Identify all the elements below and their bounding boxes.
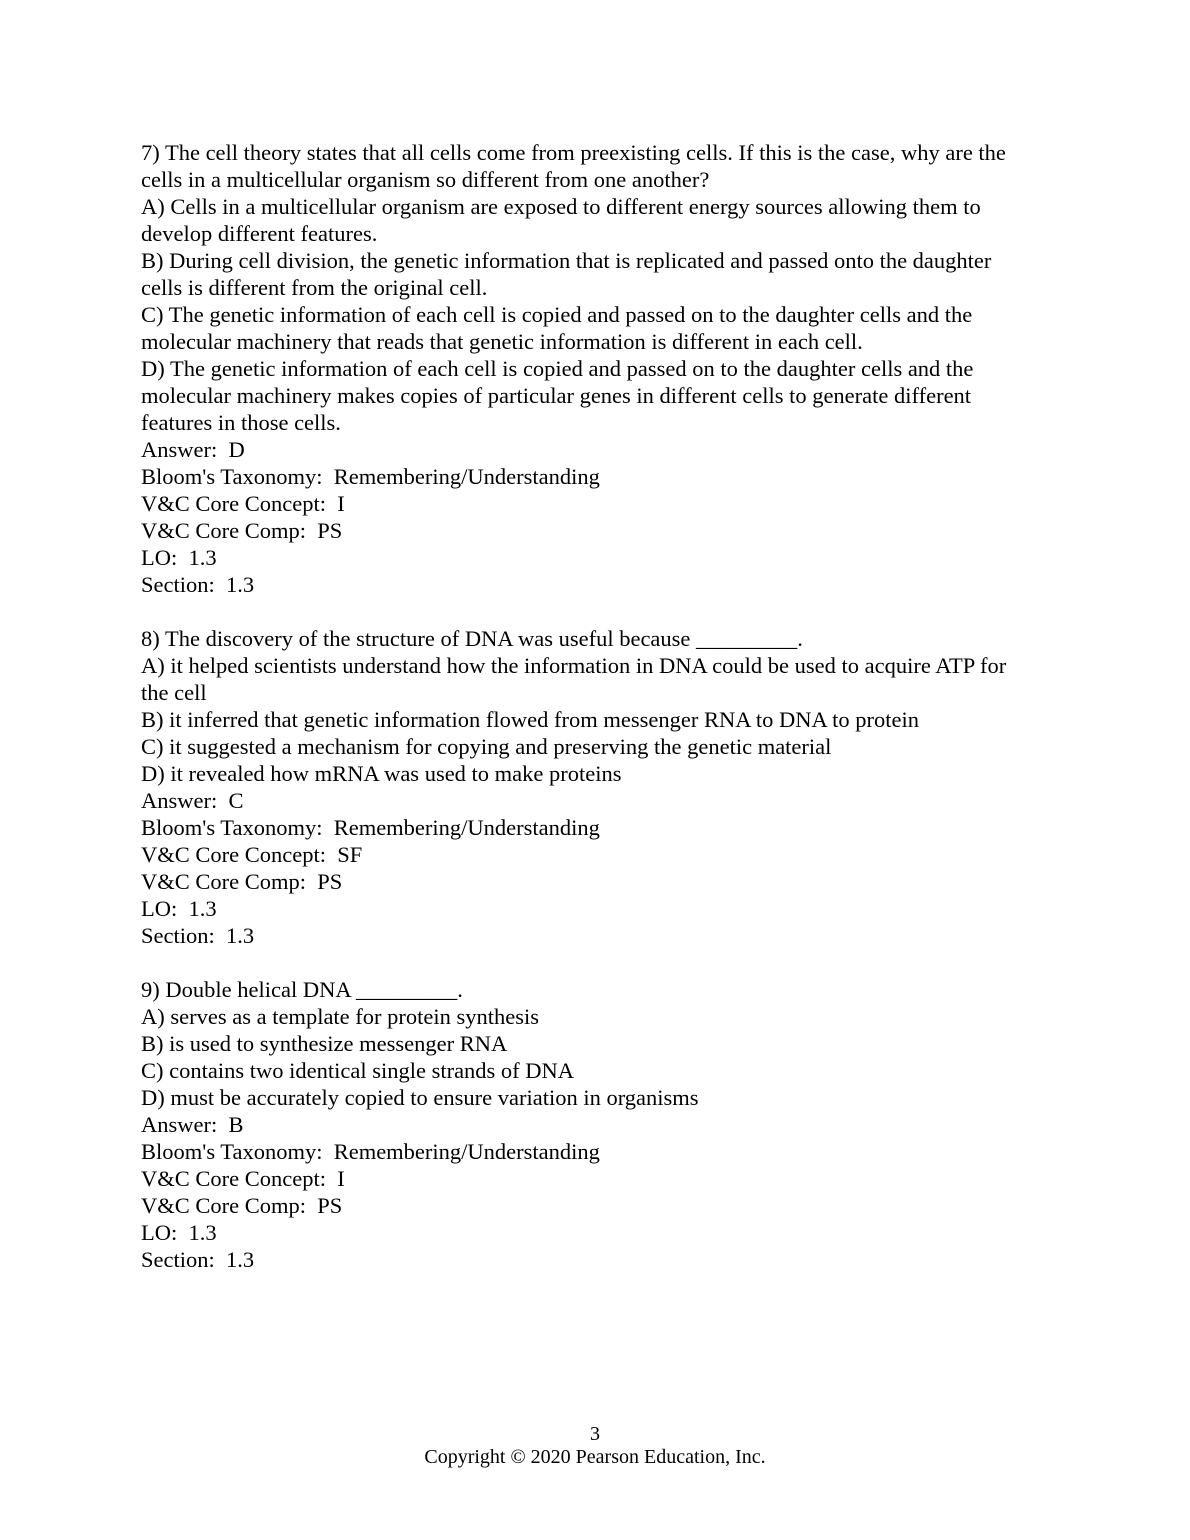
- q9-choice-a-line-1: A) serves as a template for protein synthesis: [141, 1004, 540, 1029]
- question-9-block: [141, 976, 1051, 1273]
- q7-choice-b-line-1: B) During cell division, the genetic information that is replicated and passed onto the daughter: [141, 248, 992, 273]
- q7-stem-line-2: cells in a multicellular organism so different from one another?: [141, 167, 710, 192]
- q8-core-comp: V&C Core Comp: PS: [141, 869, 343, 894]
- q8-answer: Answer: C: [141, 788, 244, 813]
- q7-choice-d-line-1: D) The genetic information of each cell is copied and passed on to the daughter cells and the: [141, 356, 974, 381]
- q8-stem-line-1: 8) The discovery of the structure of DNA was useful because _________.: [141, 626, 803, 651]
- q8-blooms-taxonomy: Bloom's Taxonomy: Remembering/Understanding: [141, 815, 600, 840]
- question-7-block: [141, 139, 1051, 598]
- q9-choice-b-line-1: B) is used to synthesize messenger RNA: [141, 1031, 508, 1056]
- q8-choice-b-line-1: B) it inferred that genetic information flowed from messenger RNA to DNA to protein: [141, 707, 919, 732]
- copyright-notice: Copyright © 2020 Pearson Education, Inc.: [424, 1446, 766, 1468]
- q7-choice-d-line-2: molecular machinery makes copies of particular genes in different cells to generate different: [141, 383, 972, 408]
- q8-choice-c-line-1: C) it suggested a mechanism for copying and preserving the genetic material: [141, 734, 832, 759]
- q7-choice-a-line-1: A) Cells in a multicellular organism are exposed to different energy sources allowing them to: [141, 194, 981, 219]
- q7-stem-line-1: 7) The cell theory states that all cells come from preexisting cells. If this is the case, why are the: [141, 140, 1006, 165]
- q9-stem-line-1: 9) Double helical DNA _________.: [141, 977, 463, 1002]
- question-8-block: [141, 625, 1051, 949]
- q7-blooms-taxonomy: Bloom's Taxonomy: Remembering/Understanding: [141, 464, 600, 489]
- q9-section: Section: 1.3: [141, 1247, 255, 1272]
- blank-line: [141, 949, 1051, 976]
- q8-section: Section: 1.3: [141, 923, 255, 948]
- q9-learning-objective: LO: 1.3: [141, 1220, 217, 1245]
- page-footer: [0, 1423, 1190, 1469]
- q7-section: Section: 1.3: [141, 572, 255, 597]
- q9-blooms-taxonomy: Bloom's Taxonomy: Remembering/Understanding: [141, 1139, 600, 1164]
- q8-learning-objective: LO: 1.3: [141, 896, 217, 921]
- q7-choice-c-line-1: C) The genetic information of each cell is copied and passed on to the daughter cells and the: [141, 302, 973, 327]
- q7-learning-objective: LO: 1.3: [141, 545, 217, 570]
- q7-choice-d-line-3: features in those cells.: [141, 410, 341, 435]
- q8-core-concept: V&C Core Concept: SF: [141, 842, 363, 867]
- q7-core-concept: V&C Core Concept: I: [141, 491, 345, 516]
- q9-core-comp: V&C Core Comp: PS: [141, 1193, 343, 1218]
- q8-choice-d-line-1: D) it revealed how mRNA was used to make proteins: [141, 761, 622, 786]
- q7-answer: Answer: D: [141, 437, 245, 462]
- document-body: [141, 139, 1051, 1273]
- q8-choice-a-line-1: A) it helped scientists understand how the information in DNA could be used to acquire ATP for: [141, 653, 1007, 678]
- q7-choice-c-line-2: molecular machinery that reads that genetic information is different in each cell.: [141, 329, 863, 354]
- q7-choice-a-line-2: develop different features.: [141, 221, 378, 246]
- q8-choice-a-line-2: the cell: [141, 680, 207, 705]
- q7-core-comp: V&C Core Comp: PS: [141, 518, 343, 543]
- q9-choice-c-line-1: C) contains two identical single strands of DNA: [141, 1058, 575, 1083]
- blank-line: [141, 598, 1051, 625]
- q7-choice-b-line-2: cells is different from the original cell.: [141, 275, 488, 300]
- q9-core-concept: V&C Core Concept: I: [141, 1166, 345, 1191]
- q9-choice-d-line-1: D) must be accurately copied to ensure variation in organisms: [141, 1085, 699, 1110]
- q9-answer: Answer: B: [141, 1112, 244, 1137]
- page-number: 3: [590, 1423, 600, 1445]
